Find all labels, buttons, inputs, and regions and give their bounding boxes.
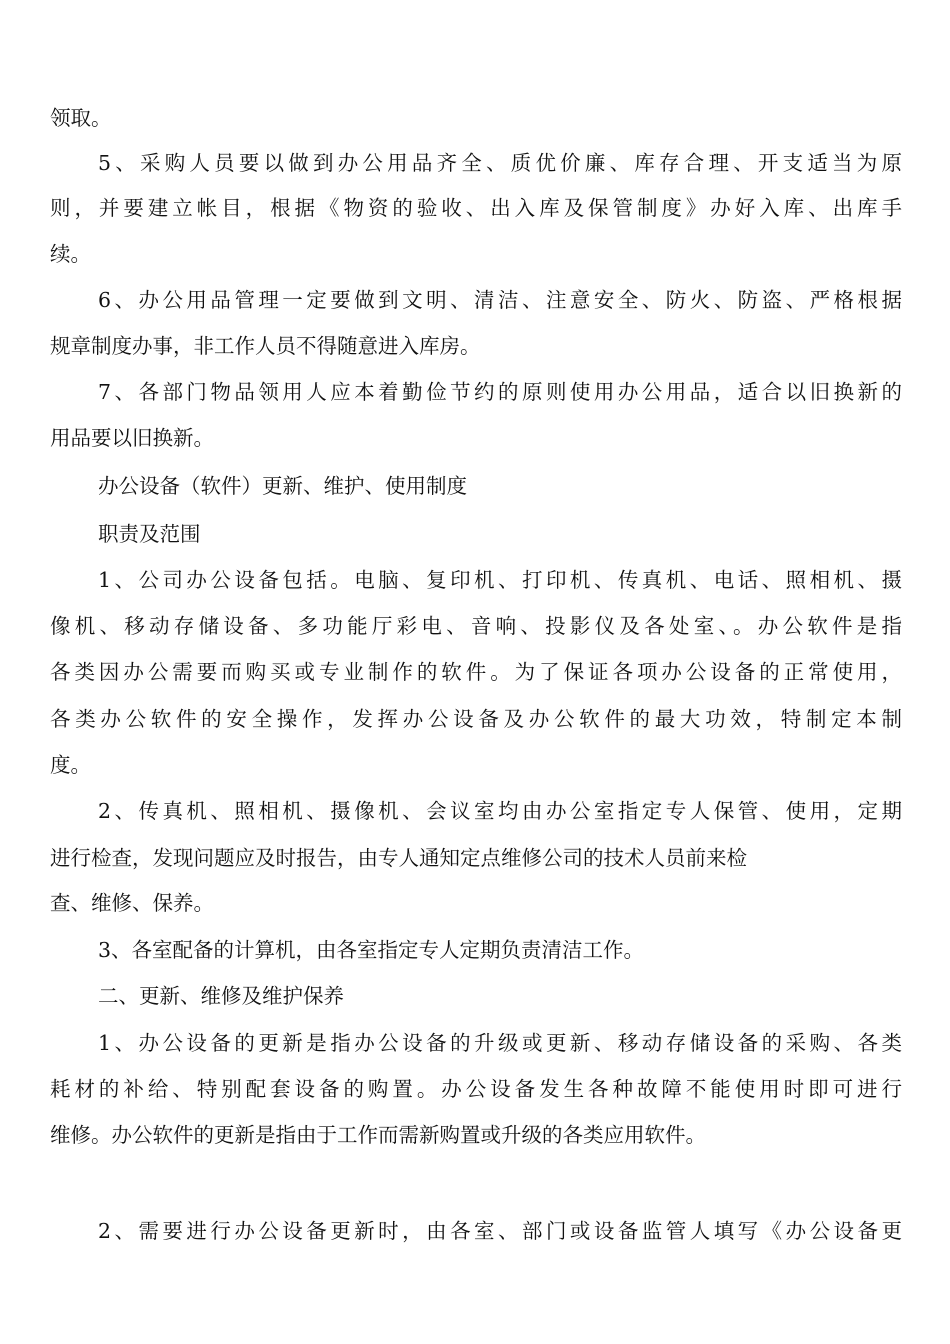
section-heading-3: 二、更新、维修及维护保养	[98, 984, 344, 1008]
text-line-18: 1、办公设备的更新是指办公设备的升级或更新、移动存储设备的采购、各类	[98, 1031, 902, 1055]
text-line-16: 查、维修、保养。	[50, 891, 214, 915]
text-line-11: 各类因办公需要而购买或专业制作的软件。为了保证各项办公设备的正常使用，	[50, 660, 902, 684]
text-line-21: 2、需要进行办公设备更新时，由各室、部门或设备监管人填写《办公设备更	[98, 1219, 902, 1243]
text-line-1: 领取。	[50, 106, 112, 130]
text-line-7: 7、各部门物品领用人应本着勤俭节约的原则使用办公用品，适合以旧换新的	[98, 380, 902, 404]
text-line-12: 各类办公软件的安全操作，发挥办公设备及办公软件的最大功效，特制定本制	[50, 707, 902, 731]
text-line-2: 5、采购人员要以做到办公用品齐全、质优价廉、库存合理、开支适当为原	[98, 151, 902, 175]
text-line-8: 用品要以旧换新。	[50, 426, 214, 450]
section-heading-2: 职责及范围	[98, 522, 201, 546]
text-line-19: 耗材的补给、特别配套设备的购置。办公设备发生各种故障不能使用时即可进行	[50, 1077, 902, 1101]
text-line-14: 2、传真机、照相机、摄像机、会议室均由办公室指定专人保管、使用，定期	[98, 799, 902, 823]
text-line-15: 进行检查，发现问题应及时报告，由专人通知定点维修公司的技术人员前来检	[50, 846, 747, 870]
text-line-3: 则，并要建立帐目，根据《物资的验收、出入库及保管制度》办好入库、出库手	[50, 196, 902, 220]
text-line-6: 规章制度办事，非工作人员不得随意进入库房。	[50, 334, 481, 358]
text-line-20: 维修。办公软件的更新是指由于工作而需新购置或升级的各类应用软件。	[50, 1123, 706, 1147]
text-line-4: 续。	[50, 242, 91, 266]
text-line-9: 1、公司办公设备包括。电脑、复印机、打印机、传真机、电话、照相机、摄	[98, 568, 902, 592]
section-heading-1: 办公设备（软件）更新、维护、使用制度	[98, 474, 467, 498]
text-line-17: 3、各室配备的计算机，由各室指定专人定期负责清洁工作。	[98, 938, 645, 962]
text-line-10: 像机、移动存储设备、多功能厅彩电、音响、投影仪及各处室、。办公软件是指	[50, 614, 902, 638]
text-line-5: 6、办公用品管理一定要做到文明、清洁、注意安全、防火、防盗、严格根据	[98, 288, 902, 312]
text-line-13: 度。	[50, 753, 91, 777]
